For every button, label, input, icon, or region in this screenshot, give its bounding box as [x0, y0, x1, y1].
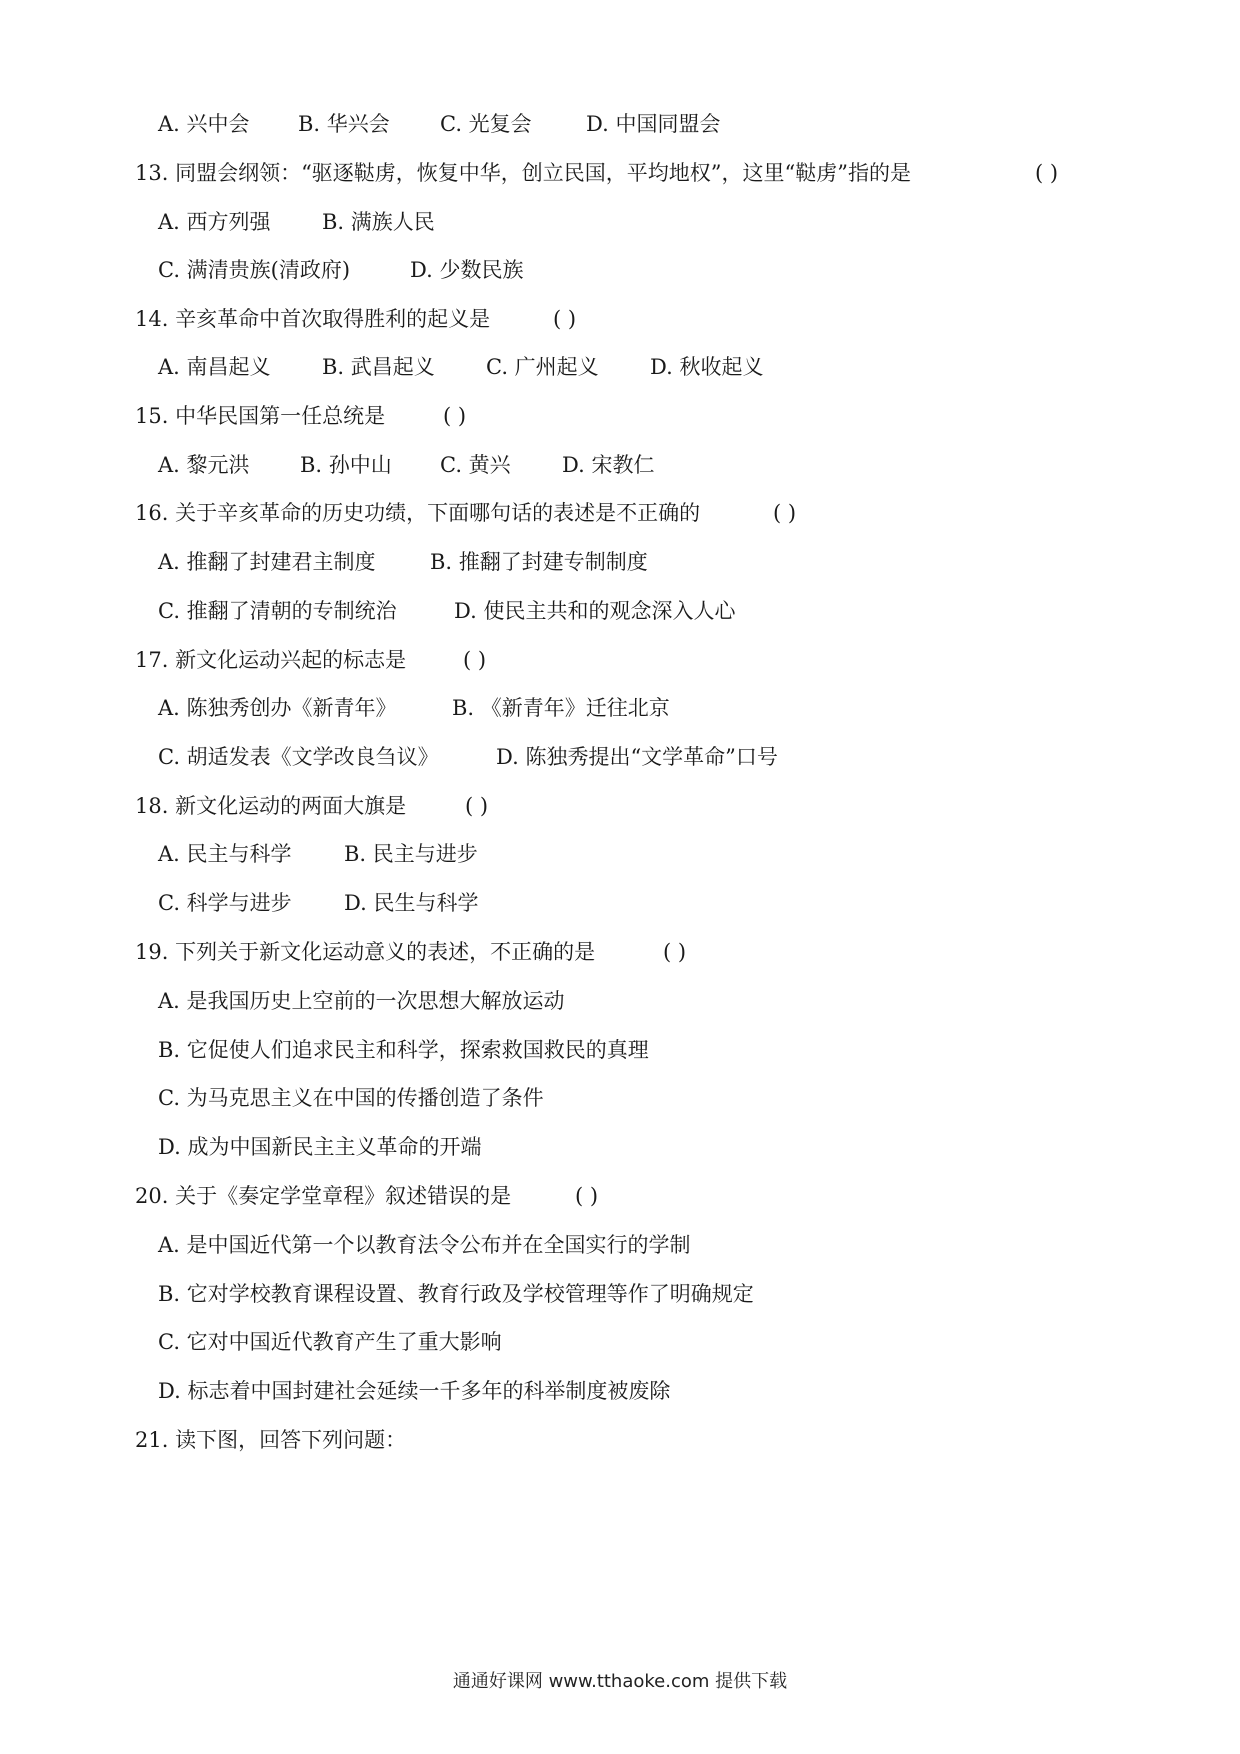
q17-option-c: C. 胡适发表《文学改良刍议》	[158, 745, 439, 769]
q13-answer-bracket: ( )	[1035, 161, 1059, 185]
q16-option-a: A. 推翻了封建君主制度	[158, 550, 376, 574]
q16-answer-bracket: ( )	[773, 501, 797, 525]
q15-stem: 15. 中华民国第一任总统是	[135, 404, 386, 428]
q13-option-b: B. 满族人民	[322, 210, 435, 234]
q17-option-a: A. 陈独秀创办《新青年》	[158, 696, 397, 720]
q20-option-b: B. 它对学校教育课程设置、教育行政及学校管理等作了明确规定	[158, 1282, 754, 1306]
q19-option-d: D. 成为中国新民主主义革命的开端	[158, 1135, 482, 1159]
q15-option-a: A. 黎元洪	[158, 453, 250, 477]
q16-option-b: B. 推翻了封建专制制度	[430, 550, 648, 574]
q17-option-b: B. 《新青年》迁往北京	[452, 696, 670, 720]
q14-answer-bracket: ( )	[553, 307, 577, 331]
q18-stem: 18. 新文化运动的两面大旗是	[135, 794, 407, 818]
q14-stem: 14. 辛亥革命中首次取得胜利的起义是	[135, 307, 491, 331]
q14-option-b: B. 武昌起义	[322, 355, 435, 379]
q19-stem: 19. 下列关于新文化运动意义的表述，不正确的是	[135, 940, 596, 964]
q18-answer-bracket: ( )	[465, 794, 489, 818]
q17-stem: 17. 新文化运动兴起的标志是	[135, 648, 407, 672]
q19-answer-bracket: ( )	[663, 940, 687, 964]
q13-option-a: A. 西方列强	[158, 210, 271, 234]
q14-option-d: D. 秋收起义	[650, 355, 764, 379]
q15-option-d: D. 宋教仁	[562, 453, 655, 477]
q19-option-b: B. 它促使人们追求民主和科学，探索救国救民的真理	[158, 1038, 649, 1062]
q14-option-a: A. 南昌起义	[158, 355, 271, 379]
q15-option-b: B. 孙中山	[300, 453, 392, 477]
q12-option-d: D. 中国同盟会	[586, 112, 721, 136]
q14-option-c: C. 广州起义	[486, 355, 599, 379]
q19-option-a: A. 是我国历史上空前的一次思想大解放运动	[158, 989, 565, 1013]
q20-option-a: A. 是中国近代第一个以教育法令公布并在全国实行的学制	[158, 1233, 691, 1257]
q12-option-c: C. 光复会	[440, 112, 532, 136]
q12-option-b: B. 华兴会	[298, 112, 390, 136]
q21-stem: 21. 读下图，回答下列问题：	[135, 1428, 407, 1452]
q20-option-c: C. 它对中国近代教育产生了重大影响	[158, 1330, 502, 1354]
q18-option-b: B. 民主与进步	[344, 842, 478, 866]
q16-option-d: D. 使民主共和的观念深入人心	[454, 599, 736, 623]
q13-stem: 13. 同盟会纲领：“驱逐鞑虏，恢复中华，创立民国，平均地权”，这里“鞑虏”指的是	[135, 161, 912, 185]
q20-stem: 20. 关于《奏定学堂章程》叙述错误的是	[135, 1184, 512, 1208]
q12-option-a: A. 兴中会	[158, 112, 250, 136]
q17-option-d: D. 陈独秀提出“文学革命”口号	[496, 745, 778, 769]
q20-answer-bracket: ( )	[575, 1184, 599, 1208]
q18-option-a: A. 民主与科学	[158, 842, 292, 866]
q17-answer-bracket: ( )	[463, 648, 487, 672]
q16-stem: 16. 关于辛亥革命的历史功绩，下面哪句话的表述是不正确的	[135, 501, 701, 525]
q19-option-c: C. 为马克思主义在中国的传播创造了条件	[158, 1086, 544, 1110]
q18-option-c: C. 科学与进步	[158, 891, 292, 915]
q13-option-d: D. 少数民族	[410, 258, 524, 282]
q20-option-d: D. 标志着中国封建社会延续一千多年的科举制度被废除	[158, 1379, 671, 1403]
q18-option-d: D. 民生与科学	[344, 891, 479, 915]
page-footer: 通通好课网 www.tthaoke.com 提供下载	[452, 1671, 788, 1692]
q16-option-c: C. 推翻了清朝的专制统治	[158, 599, 397, 623]
q15-option-c: C. 黄兴	[440, 453, 511, 477]
q13-option-c: C. 满清贵族(清政府)	[158, 258, 351, 282]
q15-answer-bracket: ( )	[443, 404, 467, 428]
